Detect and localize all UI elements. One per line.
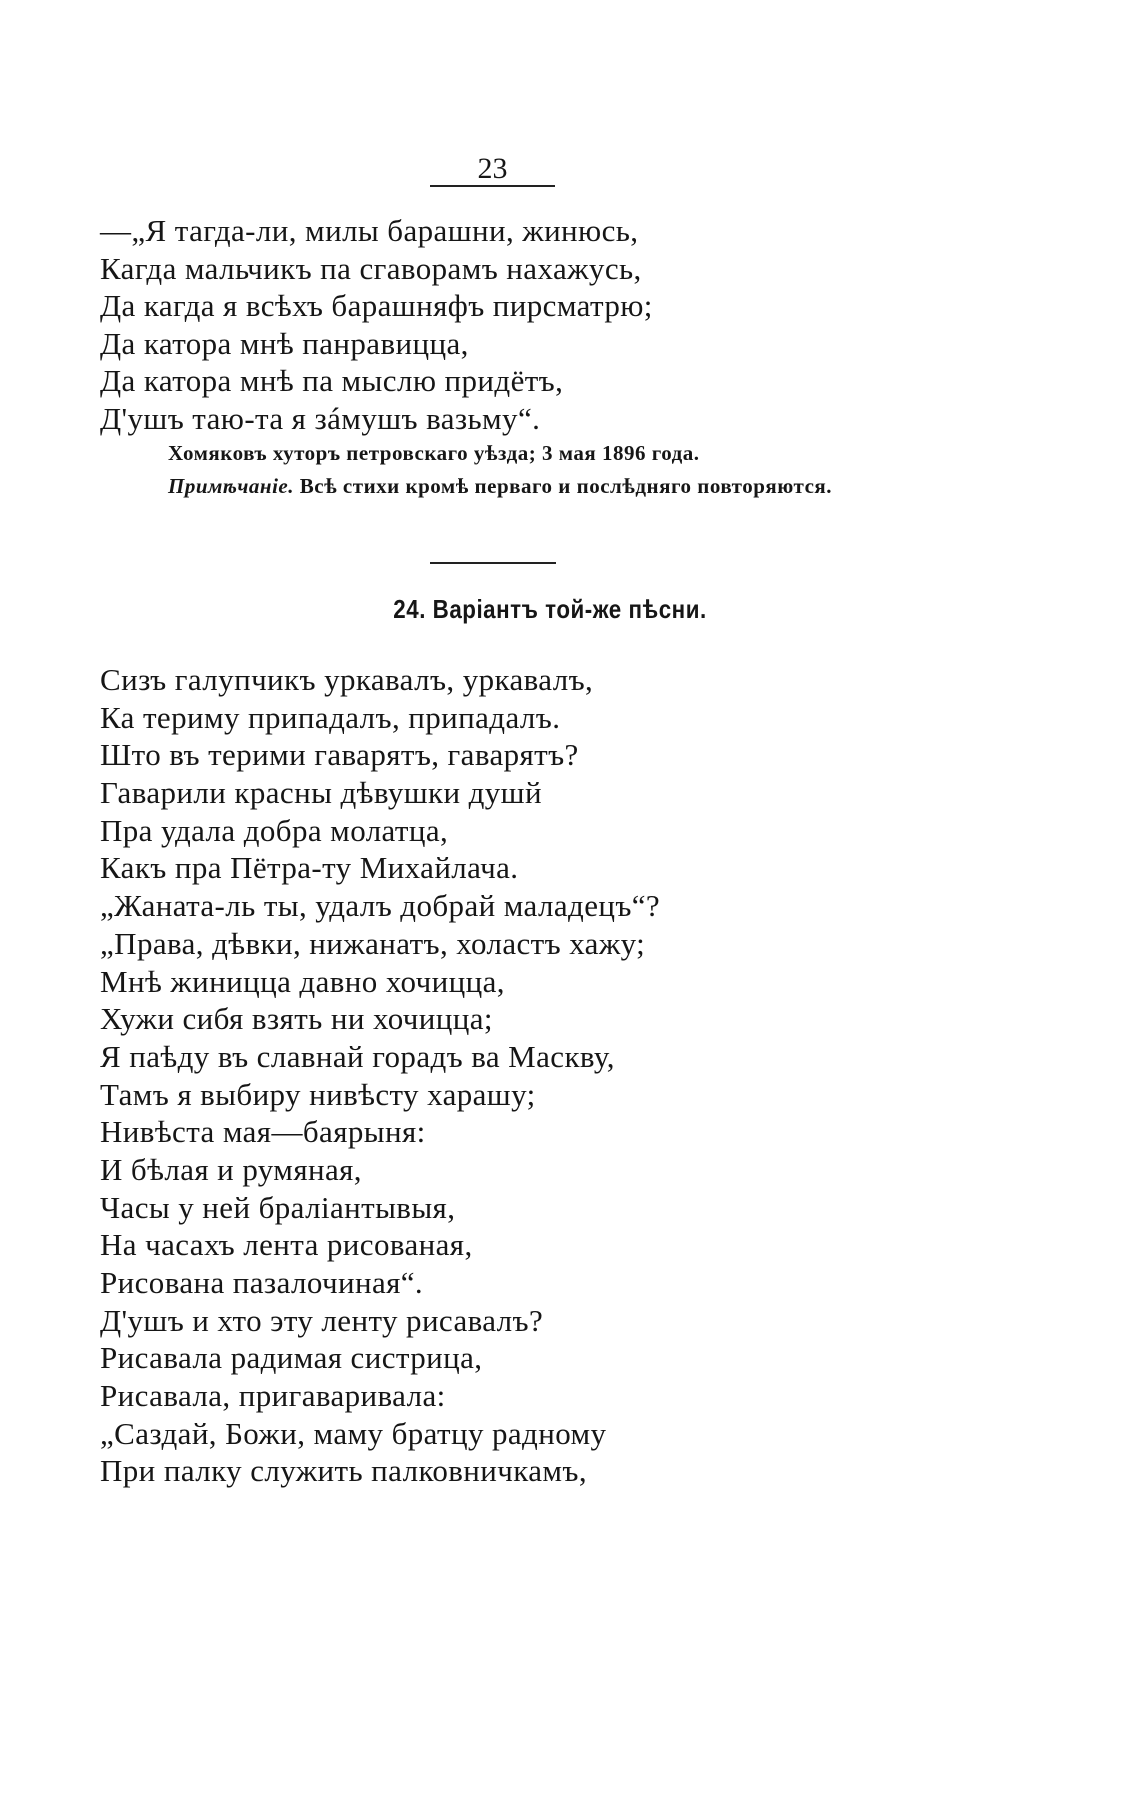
note-text: Всѣ стихи кромѣ перваго и послѣдняго повторяются.: [294, 474, 833, 498]
verse-line: Пра удала добра молатца,: [100, 812, 449, 848]
verse-line: Кагда мальчикъ па сгаворамъ нахажусь,: [100, 250, 642, 286]
verse-line: Сизъ галупчикъ уркавалъ, уркавалъ,: [100, 662, 594, 697]
verse-line: Ка териму припадалъ, припадалъ.: [100, 699, 561, 735]
verse-line: Хужи сибя взять ни хочицца;: [100, 1001, 493, 1037]
verse-line: Я паѣду въ славнай горадъ ва Маскву,: [100, 1038, 615, 1074]
verse-line: —„Я тагда-ли, милы барашни, жинюсь,: [100, 213, 639, 248]
verse-line: Да катора мнѣ па мыслю придётъ,: [100, 363, 564, 398]
song-heading: 24. Варіантъ той-же пѣсни.: [393, 594, 707, 624]
verse-line: Д'ушъ и хто эту ленту рисавалъ?: [100, 1302, 544, 1338]
header-rule: [430, 185, 555, 187]
verse-line: Нивѣста мая—баярыня:: [100, 1114, 426, 1150]
page-number: 23: [477, 152, 508, 185]
verse-line: Какъ пра Пётра-ту Михайлача.: [100, 850, 519, 886]
verse-line: „Права, дѣвки, нижанатъ, холастъ хажу;: [100, 925, 646, 961]
verse-line: И бѣлая и румяная,: [100, 1151, 362, 1187]
song-verses: [100, 661, 1000, 1490]
editorial-note: [100, 470, 980, 502]
verse-line: Што въ терими гаварятъ, гаварятъ?: [100, 737, 579, 773]
section-divider: [430, 562, 556, 564]
verse-line: Часы у ней бралiантывыя,: [100, 1189, 456, 1225]
verse-line: Да кагда я всѣхъ барашняфъ пирсматрю;: [100, 288, 653, 323]
verse-line: Тамъ я выбиру нивѣсту харашу;: [100, 1076, 536, 1112]
verse-line: Рисована пазалочиная“.: [100, 1265, 424, 1300]
verse-line: Рисавала, пригаваривала:: [100, 1378, 446, 1414]
note-label: Примѣчаніе.: [168, 474, 294, 498]
verse-line: При палку служить палковничкамъ,: [100, 1453, 587, 1489]
verse-line: Да катора мнѣ панравицца,: [100, 325, 469, 361]
verse-line: „Жаната-ль ты, удалъ добрай маладецъ“?: [100, 888, 661, 924]
verse-line: Гаварили красны дѣвушки душй: [100, 775, 542, 811]
poem-ending: [100, 212, 1000, 437]
source-attribution: Хомяковъ хуторъ петровскаго уѣзда; 3 мая 1896 года.: [168, 441, 700, 465]
verse-line: Мнѣ жиницца давно хочицца,: [100, 963, 505, 999]
verse-line: Рисавала радимая систрица,: [100, 1340, 483, 1376]
verse-line: Д'ушъ таю-та я зáмушъ вазьму“.: [100, 400, 541, 436]
verse-line: На часахъ лента рисованая,: [100, 1227, 473, 1263]
verse-line: „Саздай, Божи, маму братцу радному: [100, 1415, 607, 1451]
